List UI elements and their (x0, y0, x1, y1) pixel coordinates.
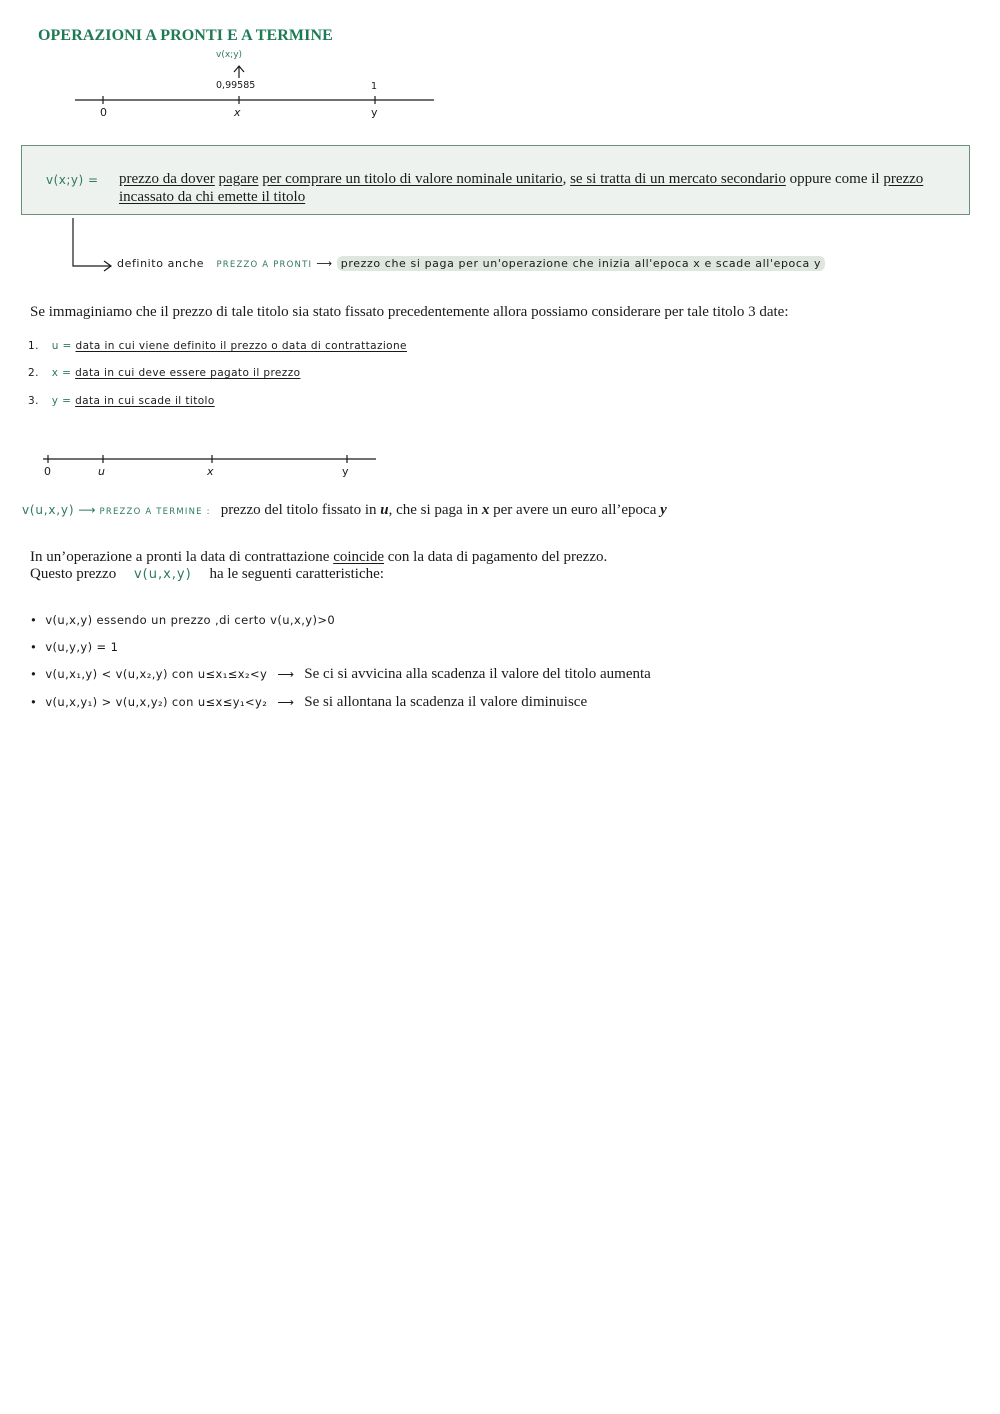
timeline1-tick-x: x (234, 106, 241, 119)
bullet-hand: v(u,y,y) = 1 (45, 640, 119, 654)
list-item-num: 1. (28, 340, 39, 352)
box-text-part-4: , (562, 171, 571, 187)
forward-var-x: x (481, 502, 490, 518)
list-item-desc: data in cui scade il titolo (75, 395, 215, 407)
bullet-hand: v(u,x,y) essendo un prezzo ,di certo v(u,x,y)>0 (45, 613, 336, 627)
p2-line1-underlined: coincide (333, 549, 385, 565)
definition-arrow: ⟶ (316, 257, 333, 270)
list-item-desc: data in cui viene definito il prezzo o data di contrattazione (75, 340, 407, 352)
timeline1-tick-0: 0 (100, 106, 107, 119)
p2-line2-b: ha le seguenti caratteristiche: (209, 566, 384, 582)
forward-var-u: u (380, 502, 389, 518)
paragraph-spot-line1 (30, 549, 607, 566)
list-item (30, 666, 651, 683)
forward-text-b: , che si paga in (388, 502, 482, 518)
connector-arrow (70, 218, 120, 274)
definition-term: PREZZO A PRONTI (216, 260, 313, 270)
bullet-arrow: ⟶ (277, 667, 295, 681)
list-item-var: y = (51, 395, 72, 407)
definition-prefix: definito anche (117, 257, 205, 270)
forward-label: v(u,x,y) (22, 503, 75, 517)
list-item-var: x = (51, 367, 72, 379)
forward-var-y: y (660, 502, 667, 518)
forward-text-c: per avere un euro all’epoca (489, 502, 661, 518)
bullet-text: Se si allontana la scadenza il valore diminuisce (304, 694, 588, 710)
forward-term: PREZZO A TERMINE : (99, 507, 211, 517)
timeline2-tick-x: x (207, 465, 214, 478)
timeline1-end-value: 1 (371, 81, 378, 92)
list-item-desc: data in cui deve essere pagato il prezzo (75, 367, 301, 379)
bullet-text: Se ci si avvicina alla scadenza il valore del titolo aumenta (304, 666, 651, 682)
list-item (30, 694, 587, 711)
box-text-part-1: prezzo da dover (119, 171, 215, 187)
bullet-arrow: ⟶ (277, 695, 295, 709)
list-item-var: u = (51, 340, 72, 352)
list-item (28, 367, 300, 379)
timeline2-tick-u: u (98, 465, 105, 478)
bullet-hand: v(u,x,y₁) > v(u,x,y₂) con u≤x≤y₁<y₂ (45, 695, 268, 709)
definition-desc: prezzo che si paga per un'operazione che inizia all'epoca x e scade all'epoca y (337, 256, 825, 271)
forward-arrow: ⟶ (78, 503, 96, 517)
box-text-part-3: per comprare un titolo di valore nominale unitario (262, 171, 563, 187)
page-title: OPERAZIONI A PRONTI E A TERMINE (38, 27, 333, 44)
forward-price-line (22, 501, 667, 519)
forward-text (221, 502, 667, 518)
p2-line2-var: v(u,x,y) (133, 567, 192, 582)
box-text-part-5: se si tratta di un mercato secondario (570, 171, 786, 187)
list-item-num: 3. (28, 395, 39, 407)
box-label: v(x;y) = (46, 173, 99, 187)
timeline1-arrow-label: v(x;y) (216, 50, 243, 60)
definition-line (117, 257, 825, 270)
bullet-dot: • (30, 695, 42, 709)
p2-line1-b: con la data di pagamento del prezzo. (384, 549, 608, 565)
paragraph-three-dates: Se immaginiamo che il prezzo di tale titolo sia stato fissato precedentemente allora possiamo considerare per tale titolo 3 date: (30, 304, 789, 320)
box-text-part-7: prezzo incassato da chi emette il titolo (119, 171, 924, 205)
box-text-part-6: oppure come il (785, 171, 884, 187)
list-item (30, 613, 335, 627)
bullet-dot: • (30, 640, 42, 654)
box-text-part-2: pagare (218, 171, 259, 187)
list-item (30, 640, 118, 654)
box-text (119, 170, 959, 206)
list-item (28, 395, 215, 407)
bullet-dot: • (30, 667, 42, 681)
bullet-dot: • (30, 613, 42, 627)
p2-line2-a: Questo prezzo (30, 566, 117, 582)
p2-line1-a: In un’operazione a pronti la data di contrattazione (30, 549, 334, 565)
bullet-hand: v(u,x₁,y) < v(u,x₂,y) con u≤x₁≤x₂<y (45, 667, 268, 681)
list-item (28, 340, 407, 352)
paragraph-spot-line2 (30, 566, 384, 583)
timeline1-price-label: 0,99585 (216, 80, 256, 91)
timeline2-tick-y: y (342, 465, 349, 478)
timeline2-tick-0: 0 (44, 465, 51, 478)
forward-text-a: prezzo del titolo fissato in (220, 502, 381, 518)
timeline1-tick-y: y (371, 106, 378, 119)
list-item-num: 2. (28, 367, 39, 379)
